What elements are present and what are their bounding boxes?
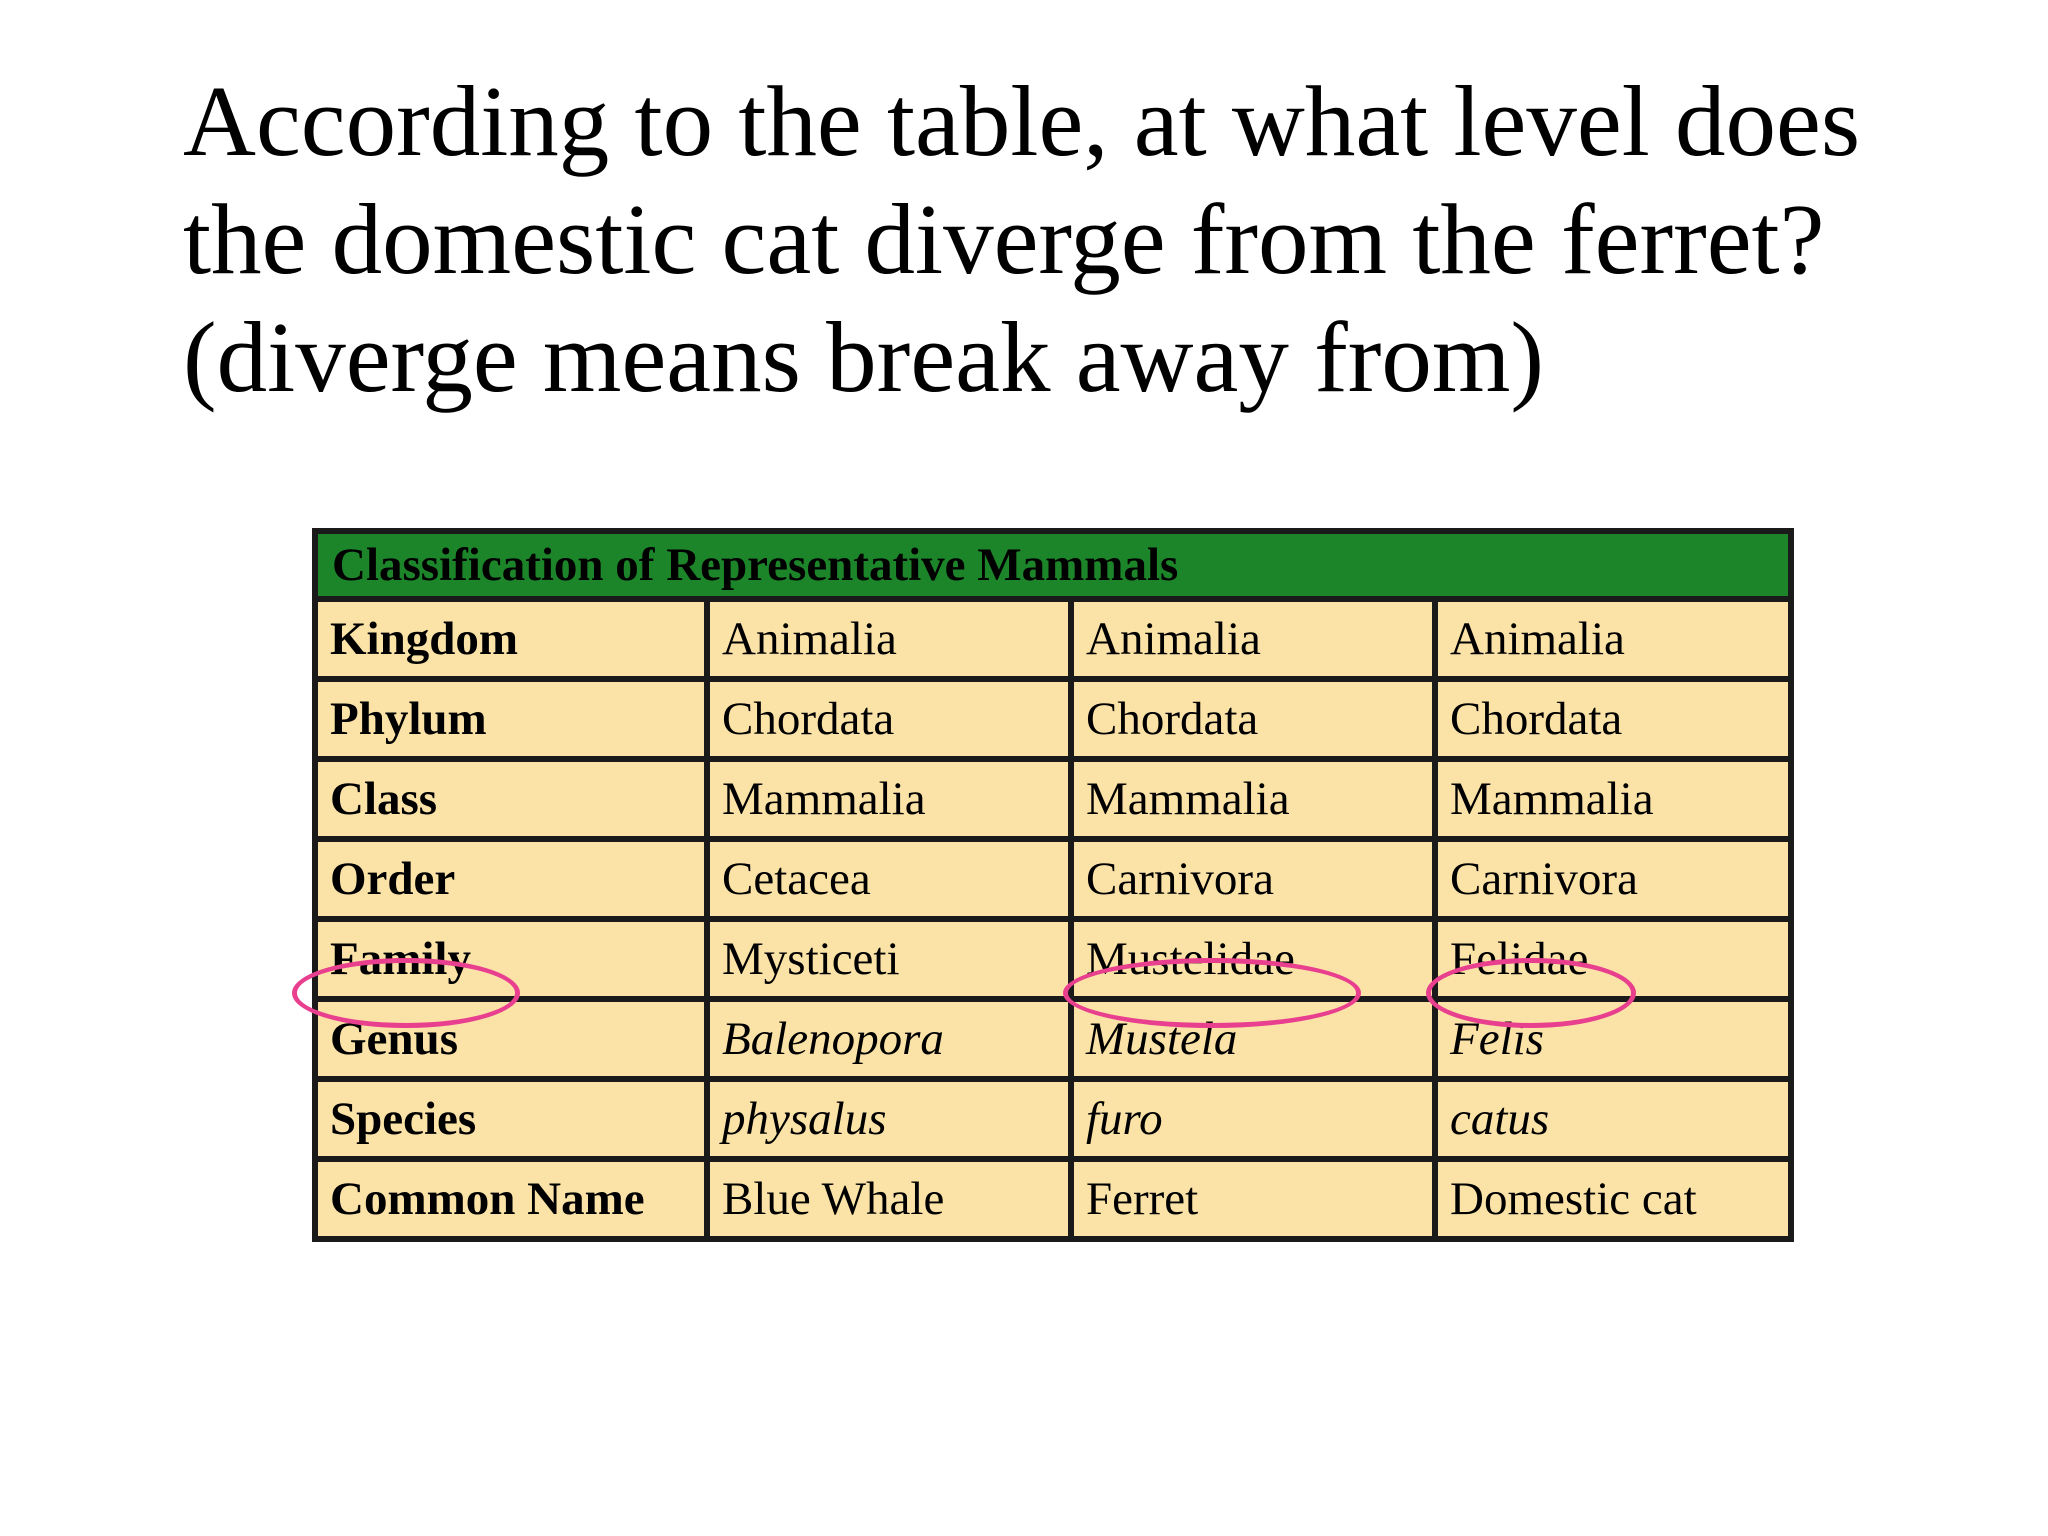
table-cell: Chordata xyxy=(1071,679,1435,759)
question-text xyxy=(183,62,2003,416)
table-row xyxy=(315,1079,1791,1159)
rank-cell-order: Order xyxy=(315,839,707,919)
table-row xyxy=(315,999,1791,1079)
table-cell: catus xyxy=(1435,1079,1791,1159)
table-cell: Animalia xyxy=(1071,599,1435,679)
rank-cell-genus: Genus xyxy=(315,999,707,1079)
rank-cell-species: Species xyxy=(315,1079,707,1159)
rank-cell-kingdom: Kingdom xyxy=(315,599,707,679)
table-cell: Domestic cat xyxy=(1435,1159,1791,1239)
table-cell: Felidae xyxy=(1435,919,1791,999)
table-row xyxy=(315,919,1791,999)
table-title: Classification of Representative Mammals xyxy=(315,531,1791,599)
table-cell: Mammalia xyxy=(707,759,1071,839)
table-cell: Mustelidae xyxy=(1071,919,1435,999)
table-cell: Ferret xyxy=(1071,1159,1435,1239)
table-cell: Cetacea xyxy=(707,839,1071,919)
table-cell: Mammalia xyxy=(1435,759,1791,839)
rank-cell-phylum: Phylum xyxy=(315,679,707,759)
table-cell: furo xyxy=(1071,1079,1435,1159)
table-row xyxy=(315,839,1791,919)
table-row xyxy=(315,679,1791,759)
table-row xyxy=(315,759,1791,839)
table-title-row xyxy=(315,531,1791,599)
table-cell: Animalia xyxy=(1435,599,1791,679)
rank-cell-common-name: Common Name xyxy=(315,1159,707,1239)
table-cell: Carnivora xyxy=(1071,839,1435,919)
rank-cell-class: Class xyxy=(315,759,707,839)
table-cell: Mustela xyxy=(1071,999,1435,1079)
rank-cell-family: Family xyxy=(315,919,707,999)
table-row xyxy=(315,599,1791,679)
question-line: (diverge means break away from) xyxy=(183,301,1545,413)
table-cell: Animalia xyxy=(707,599,1071,679)
table-cell: Carnivora xyxy=(1435,839,1791,919)
table-cell: Mysticeti xyxy=(707,919,1071,999)
table-cell: Chordata xyxy=(1435,679,1791,759)
table-cell: Chordata xyxy=(707,679,1071,759)
table-cell: Balenopora xyxy=(707,999,1071,1079)
question-line: According to the table, at what level does xyxy=(183,65,1861,177)
question-line: the domestic cat diverge from the ferret? xyxy=(183,183,1825,295)
table-cell: physalus xyxy=(707,1079,1071,1159)
table-cell: Blue Whale xyxy=(707,1159,1071,1239)
table-cell: Mammalia xyxy=(1071,759,1435,839)
classification-table xyxy=(312,528,1794,1242)
table-cell: Felis xyxy=(1435,999,1791,1079)
table-row xyxy=(315,1159,1791,1239)
